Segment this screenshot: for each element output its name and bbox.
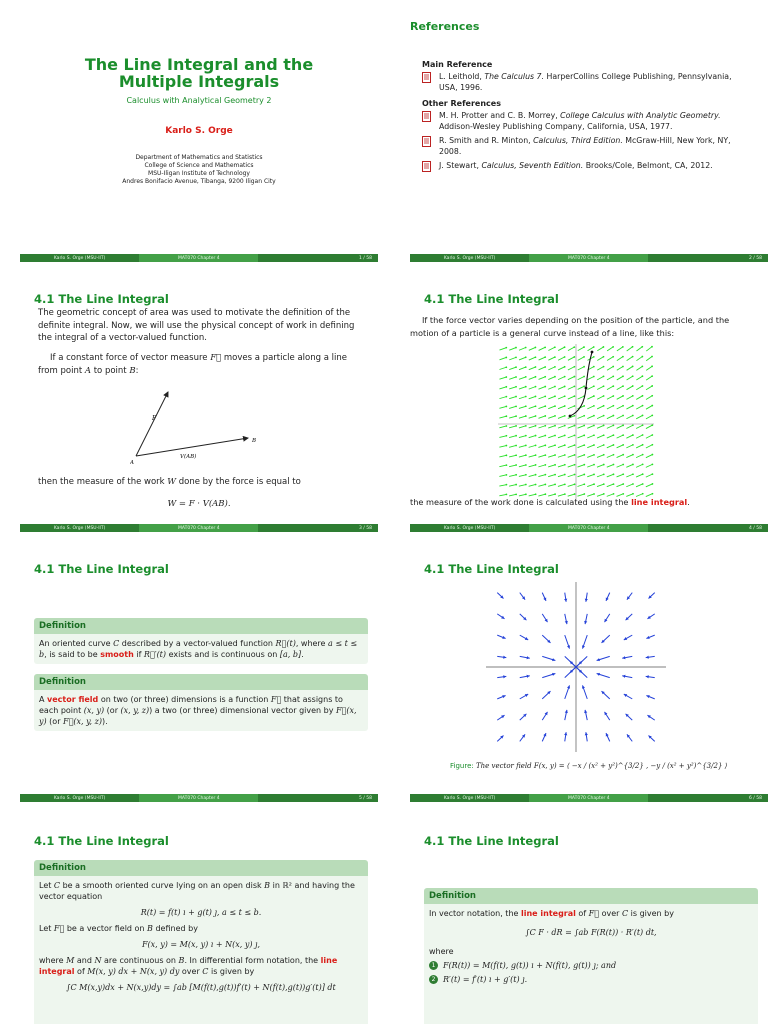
math-interval: [a, b]	[279, 650, 302, 659]
slide-footer	[20, 254, 378, 262]
slide-footer	[20, 524, 378, 532]
math-W: W	[167, 477, 177, 487]
line-integral-sentence	[410, 496, 750, 509]
field-equation: F(x, y) = M(x, y) ı + N(x, y) ȷ,	[141, 940, 261, 949]
reference-item	[422, 136, 742, 157]
book-icon	[422, 111, 431, 122]
slide-line-integral-definition	[20, 810, 378, 1024]
field-arrow	[570, 656, 587, 672]
definition-body	[424, 904, 758, 1024]
references-heading: References	[410, 20, 480, 33]
text-run: defined by	[152, 924, 198, 933]
deck-title	[20, 56, 378, 90]
field-arrow	[622, 656, 632, 659]
field-arrow	[624, 635, 632, 640]
footer-page: 1 / 58	[258, 254, 378, 262]
footer-page: 2 / 58	[648, 254, 768, 262]
field-arrow	[646, 656, 655, 659]
field-arrow	[542, 673, 555, 678]
definition-vector-notation	[424, 888, 758, 1024]
math-Rt: R⃗(t)	[275, 639, 296, 648]
field-arrow	[585, 593, 588, 602]
frame-title: 4.1 The Line Integral	[424, 562, 559, 576]
frame-title: 4.1 The Line Integral	[424, 292, 559, 306]
text-run: that assigns to each point	[39, 695, 343, 715]
text-run: on two (or three) dimensions is a function	[98, 695, 271, 704]
bullet-1-icon: 1	[429, 961, 438, 970]
field-arrow	[602, 691, 610, 699]
footer-page: 6 / 58	[648, 794, 768, 802]
text-run: .	[687, 497, 690, 507]
field-arrow	[565, 635, 570, 648]
math-C: C	[53, 881, 61, 890]
definition-body	[34, 876, 368, 1024]
frame-title: 4.1 The Line Integral	[34, 834, 169, 848]
field-arrow	[542, 712, 547, 720]
inst-line: Department of Mathematics and Statistics	[135, 154, 263, 161]
field-arrow	[622, 675, 632, 678]
text-run: , is said to be	[44, 650, 101, 659]
reference-item	[422, 72, 742, 93]
slide-varying-force	[410, 270, 768, 532]
text-run: Let	[39, 924, 54, 933]
field-arrow	[542, 656, 555, 661]
label-F: F	[152, 415, 157, 422]
math-C: C	[113, 639, 120, 648]
field-arrow	[497, 614, 504, 619]
field-arrow	[497, 735, 503, 741]
math-Fxyz: F⃗(x, y, z)	[63, 717, 102, 726]
list-item	[429, 974, 753, 985]
ref-book-title: The Calculus 7.	[484, 72, 544, 81]
text-run: be a smooth oriented curve lying on an open disk	[60, 881, 265, 890]
field-arrow	[647, 614, 654, 619]
inst-line: MSU-Iligan Institute of Technology	[148, 170, 250, 177]
highlight-term: vector field	[47, 695, 99, 704]
math-B: B	[178, 956, 185, 965]
frame-title: 4.1 The Line Integral	[34, 292, 169, 306]
field-arrow	[565, 614, 568, 624]
math-F: F⃗	[588, 909, 600, 918]
footer-author: Karlo S. Orge (MSU-IIT)	[410, 254, 529, 262]
field-arrow	[520, 635, 528, 640]
text-run: the measure of the work done is calculated using the	[410, 497, 632, 507]
text-run: Let	[39, 881, 54, 890]
field-arrow	[582, 685, 587, 698]
text-run: and	[74, 956, 95, 965]
footer-author: Karlo S. Orge (MSU-IIT)	[20, 524, 139, 532]
definition-body: An oriented curve C described by a vector-valued function R⃗(t), where a ≤ t ≤ b, is said to be smooth if R⃗′(t) exists and is continuous on [a, b].	[34, 634, 368, 664]
caption-label: Figure:	[450, 762, 474, 770]
text-run: An oriented curve	[39, 639, 114, 648]
field-arrow	[564, 732, 567, 741]
green-vector-field-plot	[498, 344, 654, 500]
math-xyz: (x, y, z)	[120, 706, 150, 715]
math-F: F⃗	[270, 695, 282, 704]
ref-publisher: HarperCollins College Publishing, Pennsylvania, USA, 1996.	[439, 72, 732, 92]
field-arrow	[606, 733, 610, 741]
field-arrow	[520, 614, 527, 620]
field-arrow	[584, 614, 587, 624]
field-arrow	[497, 656, 506, 659]
field-arrow	[627, 734, 632, 741]
text-run: (or	[104, 706, 121, 715]
field-arrow	[604, 712, 609, 720]
force-diagram	[130, 386, 270, 466]
definition-smooth	[34, 618, 368, 664]
blue-vector-field-plot	[486, 582, 666, 752]
text-run: , where	[295, 639, 329, 648]
path-point	[569, 415, 572, 418]
footer-course: MAT070 Chapter 4	[529, 794, 648, 802]
figure-caption	[450, 762, 750, 770]
text-run: ) a two (or three) dimensional vector given by	[149, 706, 336, 715]
references-list	[422, 54, 742, 176]
footer-page: 5 / 58	[258, 794, 378, 802]
work-paragraph	[38, 476, 356, 489]
intro-paragraph: The geometric concept of area was used to motivate the definition of the definite integral. Now, we will use the physical concept of work in defining the integral of a vector-valued function.	[38, 308, 355, 343]
footer-page: 4 / 58	[648, 524, 768, 532]
label-A: A	[130, 460, 134, 466]
field-arrow	[646, 695, 654, 699]
definition-heading: Definition	[34, 860, 368, 876]
field-arrow	[648, 735, 654, 741]
field-arrow	[626, 714, 633, 720]
math-N: N	[94, 956, 102, 965]
math-Fxy: F⃗(x, y)	[39, 706, 357, 726]
curve-equation: R(t) = f(t) ı + g(t) ȷ, a ≤ t ≤ b.	[140, 908, 262, 917]
definition-body	[34, 690, 368, 731]
slide-footer	[410, 254, 768, 262]
field-arrow	[542, 733, 546, 741]
footer-author: Karlo S. Orge (MSU-IIT)	[410, 524, 529, 532]
text-run: In vector notation, the	[429, 909, 521, 918]
text-run: over	[599, 909, 622, 918]
definition-heading: Definition	[424, 888, 758, 904]
field-arrow	[582, 635, 587, 648]
text-run: of	[74, 967, 88, 976]
field-arrow	[627, 593, 632, 600]
text-run: are continuous on	[101, 956, 179, 965]
slide-footer	[410, 524, 768, 532]
field-arrow	[497, 675, 506, 678]
ref-author: M. H. Protter and C. B. Morrey,	[439, 111, 561, 120]
footer-course: MAT070 Chapter 4	[139, 254, 258, 262]
field-arrow	[520, 734, 525, 741]
text-run: . In differential form notation, the	[184, 956, 321, 965]
field-arrow	[542, 593, 546, 601]
inst-line: College of Science and Mathematics	[144, 162, 254, 169]
field-arrow	[565, 685, 570, 698]
main-reference-label: Main Reference	[422, 60, 493, 69]
definition-vector-field	[34, 674, 368, 731]
field-arrow	[646, 675, 655, 678]
field-arrow	[597, 673, 610, 678]
text-run: over	[179, 967, 203, 976]
field-arrow	[497, 695, 505, 699]
list-item	[429, 960, 753, 971]
footer-course: MAT070 Chapter 4	[529, 254, 648, 262]
field-arrow	[647, 715, 654, 720]
math-A: A	[84, 365, 92, 376]
slide-definitions	[20, 540, 378, 802]
ref-book-title: Calculus, Seventh Edition.	[481, 161, 584, 170]
field-arrow	[542, 691, 550, 699]
institution	[20, 154, 378, 186]
text-run: A	[39, 695, 48, 704]
text-run: then the measure of the work	[38, 477, 168, 487]
slide-vector-field-figure	[410, 540, 768, 802]
bullet-2-icon: 2	[429, 975, 438, 984]
book-icon	[422, 161, 431, 172]
title-line-2: Multiple Integrals	[118, 72, 280, 91]
other-references-label: Other References	[422, 99, 501, 108]
text-run: is given by	[208, 967, 255, 976]
ref-publisher: Addison-Wesley Publishing Company, California, USA, 1977.	[439, 121, 673, 131]
definition-heading: Definition	[34, 674, 368, 690]
text-run: in ℝ² and having the vector equation	[39, 881, 355, 901]
ref-book-title: College Calculus with Analytic Geometry.	[560, 111, 721, 120]
text-run: if	[133, 650, 144, 659]
ref-publisher: McGraw-Hill, New York, NY, 2008.	[439, 136, 731, 156]
footer-course: MAT070 Chapter 4	[529, 524, 648, 532]
math-form: M(x, y) dx + N(x, y) dy	[87, 967, 180, 976]
field-arrow	[626, 614, 633, 620]
ref-author: L. Leithold,	[439, 72, 485, 81]
reference-item	[422, 161, 742, 172]
text-run: If a constant force of vector measure	[50, 353, 211, 363]
field-arrow	[646, 635, 654, 639]
field-arrow	[604, 614, 609, 622]
footer-course: MAT070 Chapter 4	[139, 524, 258, 532]
text-run: ).	[101, 717, 108, 726]
field-arrow	[520, 593, 525, 600]
math-xy: (x, y)	[83, 706, 105, 715]
force-paragraph: If a constant force of vector measure F⃗ moves a particle along a line from point A to point B:	[38, 353, 347, 376]
frame-title: 4.1 The Line Integral	[34, 562, 169, 576]
force-vector	[136, 392, 168, 456]
ref-publisher: Brooks/Cole, Belmont, CA, 2012.	[583, 161, 713, 170]
path-point	[585, 387, 588, 390]
slide-title	[20, 0, 378, 262]
field-arrow	[597, 656, 610, 661]
definition-line-integral	[34, 860, 368, 1024]
ref-author: J. Stewart,	[439, 161, 482, 170]
text-run: where	[39, 956, 67, 965]
highlight-term: line integral	[520, 909, 576, 918]
field-arrow	[624, 694, 632, 699]
math-C: C	[621, 909, 629, 918]
field-arrow	[497, 635, 505, 639]
field-arrow	[520, 694, 528, 699]
field-arrow	[606, 593, 610, 601]
math-B: B	[264, 881, 271, 890]
inst-line: Andres Bonifacio Avenue, Tibanga, 9200 Iligan City	[122, 178, 276, 185]
math-range: a ≤ t ≤ b	[39, 639, 358, 659]
field-arrow	[497, 593, 503, 599]
slide-line-integral-intro	[20, 270, 378, 532]
text-run: (or	[46, 717, 64, 726]
highlight-term: line integral	[39, 956, 338, 976]
deck-subtitle: Calculus with Analytical Geometry 2	[126, 96, 272, 105]
math-F: F⃗	[53, 924, 65, 933]
path-point	[591, 351, 594, 354]
vector-line-integral-equation: ∫C F · dR = ∫ab F(R(t)) · R′(t) dt,	[525, 928, 657, 937]
footer-author: Karlo S. Orge (MSU-IIT)	[20, 794, 139, 802]
slide-footer	[410, 794, 768, 802]
slide-vector-notation	[410, 810, 768, 1024]
field-arrow	[584, 710, 587, 720]
math-B: B	[129, 365, 136, 376]
label-B: B	[252, 438, 257, 444]
text-run: of	[575, 909, 589, 918]
title-line-1: The Line Integral and the	[84, 55, 314, 74]
slide-references	[410, 0, 768, 262]
highlight-term: line integral	[631, 497, 688, 507]
book-icon	[422, 136, 431, 147]
author-name: Karlo S. Orge	[165, 126, 233, 136]
book-icon	[422, 72, 431, 83]
math-F: F⃗	[210, 353, 222, 363]
field-arrow	[542, 635, 550, 643]
line-integral-equation: ∫C M(x,y)dx + N(x,y)dy = ∫ab [M(f(t),g(t))f′(t) + N(f(t),g(t))g′(t)] dt	[66, 983, 336, 992]
field-arrow	[542, 614, 547, 622]
footer-course: MAT070 Chapter 4	[139, 794, 258, 802]
field-arrow	[565, 710, 568, 720]
field-arrow	[570, 661, 587, 677]
ref-book-title: Calculus, Third Edition.	[533, 136, 623, 145]
math-B: B	[147, 924, 153, 933]
list-item-text: F(R(t)) = M(f(t), g(t)) ı + N(f(t), g(t)) ȷ; and	[443, 961, 617, 970]
text-run: is given by	[628, 909, 674, 918]
field-arrow	[564, 593, 567, 602]
reference-item	[422, 111, 742, 132]
field-arrow	[585, 732, 588, 741]
field-arrow	[602, 635, 610, 643]
field-arrow	[497, 715, 504, 720]
highlight-term: smooth	[100, 650, 134, 659]
field-arrow	[520, 714, 527, 720]
math-C: C	[202, 967, 209, 976]
text-run: described by a vector-valued function	[119, 639, 276, 648]
list-item-text: R′(t) = f′(t) ı + g′(t) ȷ.	[443, 975, 528, 984]
frame-title: 4.1 The Line Integral	[424, 834, 559, 848]
field-arrow	[520, 675, 530, 678]
footer-author: Karlo S. Orge (MSU-IIT)	[20, 254, 139, 262]
math-Rprime: R⃗′(t)	[143, 650, 167, 659]
text-run: to point	[91, 365, 130, 376]
footer-page: 3 / 58	[258, 524, 378, 532]
footer-author: Karlo S. Orge (MSU-IIT)	[410, 794, 529, 802]
text-run: done by the force is equal to	[176, 477, 301, 487]
slide-footer	[20, 794, 378, 802]
caption-text: The vector field F(x, y) = ⟨ −x / (x² + y²)^{3/2} , −y / (x² + y²)^{3/2} ⟩	[473, 762, 728, 770]
ref-author: R. Smith and R. Minton,	[439, 136, 534, 145]
field-arrow	[520, 656, 530, 659]
definition-heading: Definition	[34, 618, 368, 634]
text-run: moves a particle along a line from point	[38, 353, 347, 376]
text-run: be a vector field on	[64, 924, 148, 933]
where-label: where	[429, 947, 454, 956]
label-VAB: V(AB)	[180, 454, 197, 460]
math-M: M	[66, 956, 75, 965]
varying-force-paragraph: If the force vector varies depending on the position of the particle, and the motion of a particle is a general curve instead of a line, like this:	[410, 315, 730, 338]
field-arrow	[648, 593, 654, 599]
text-run: exists and is continuous on	[166, 650, 280, 659]
work-equation: W = F · V(AB).	[167, 499, 231, 509]
